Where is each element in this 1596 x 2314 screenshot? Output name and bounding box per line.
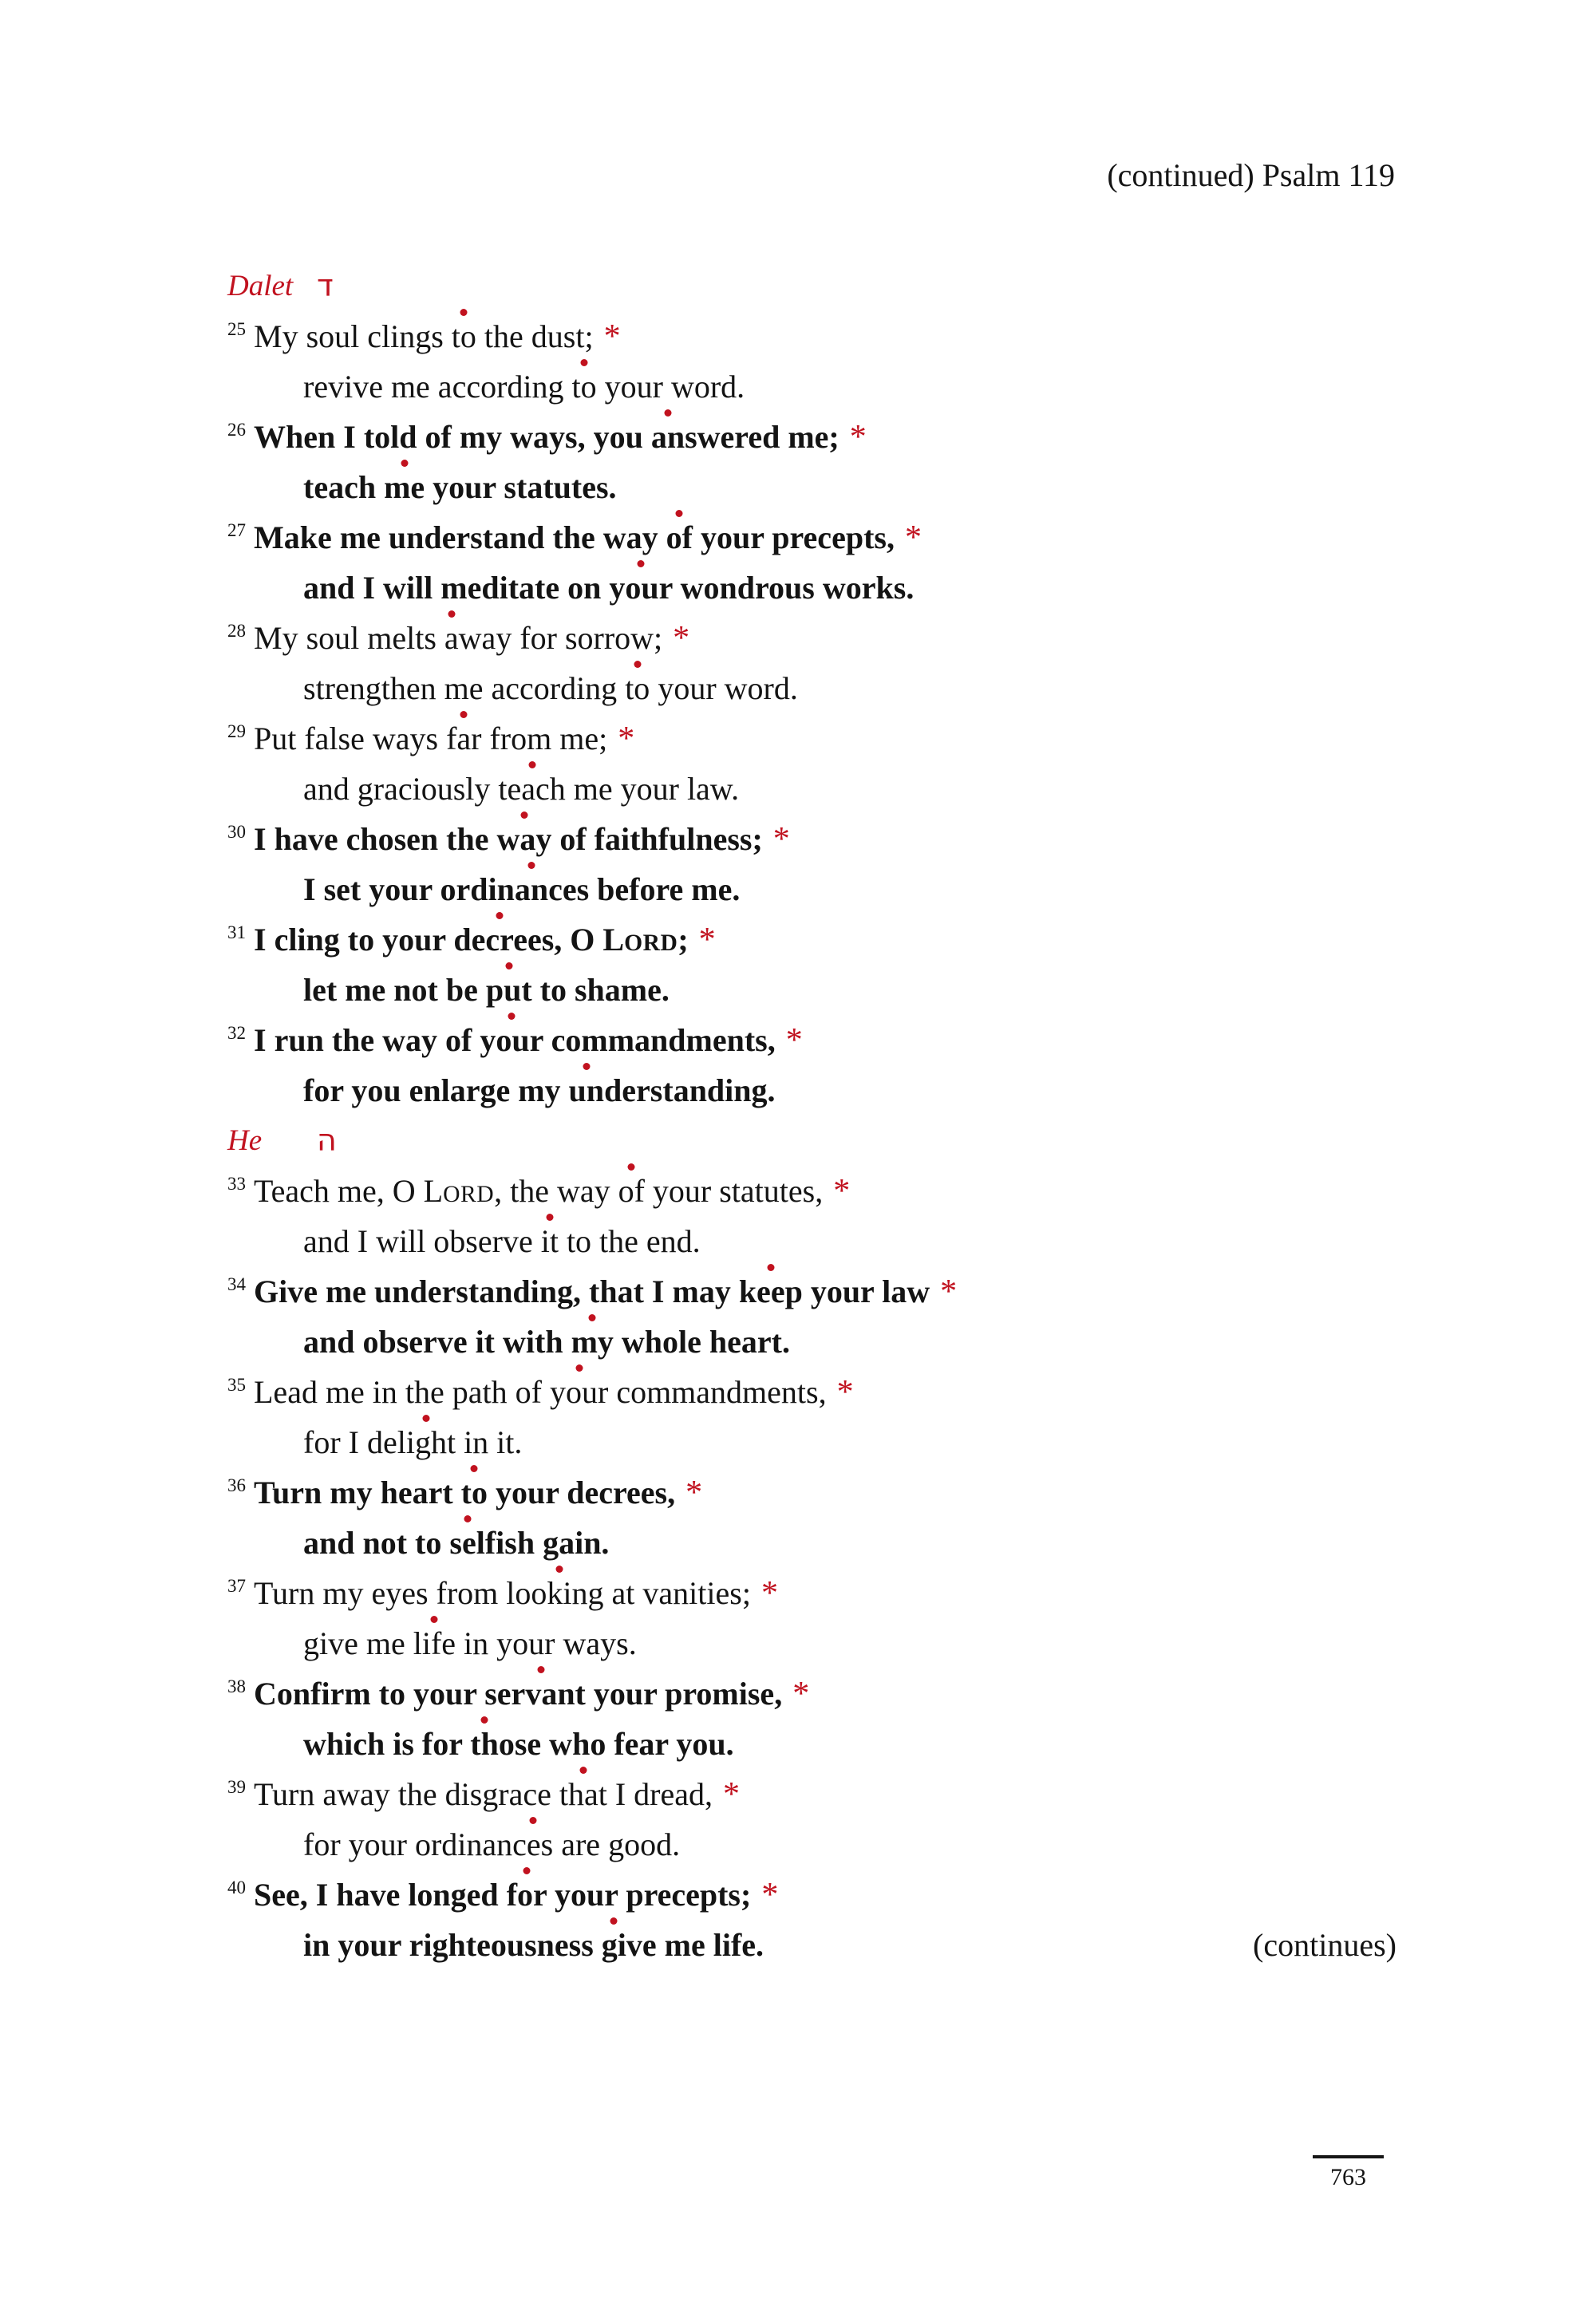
verse-text: which is for those who fear you. (303, 1726, 734, 1762)
chant-asterisk: * (603, 318, 621, 355)
verse-39 (0, 1769, 1596, 1870)
verse-number: 27 (227, 520, 246, 540)
verse-text: teach me your statutes. (303, 469, 617, 505)
chant-point: an (514, 871, 549, 907)
chant-point: to (571, 369, 597, 405)
chant-point: to (625, 670, 650, 706)
hebrew-letter-name: Dalet (227, 270, 294, 302)
chant-asterisk: * (836, 1374, 854, 1411)
verse-35-line-1 (0, 1367, 1596, 1417)
verse-text: Turn away the disgrace that I dread, (254, 1776, 713, 1812)
verse-text: give me life in your ways. (303, 1625, 637, 1661)
verse-text: When I told of my ways, you answered me; (254, 419, 839, 455)
chant-asterisk: * (785, 1022, 803, 1059)
verse-text: I run the way of your commandments, (254, 1022, 776, 1058)
verse-35 (0, 1367, 1596, 1467)
chant-point: for (506, 1877, 547, 1913)
running-header: (continued) Psalm 119 (1107, 157, 1395, 193)
verse-text: Confirm to your servant your promise, (254, 1676, 783, 1712)
verse-text: Give me understanding, that I may keep your law (254, 1273, 930, 1309)
psalm-content (0, 261, 1596, 1970)
verse-30 (0, 814, 1596, 914)
chant-point: cr (485, 922, 514, 958)
chant-point: way (496, 821, 552, 857)
hebrew-letter: ה (317, 1123, 337, 1158)
verse-number: 30 (227, 822, 246, 842)
chant-asterisk: * (833, 1173, 851, 1210)
verse-31-line-1 (0, 914, 1596, 965)
chant-point: a (444, 620, 459, 656)
chant-point: ki (547, 1575, 572, 1611)
chant-point: to (460, 1475, 488, 1510)
verse-text: let me not be put to shame. (303, 972, 670, 1008)
verse-29 (0, 713, 1596, 814)
chant-asterisk: * (792, 1676, 810, 1712)
verse-29-line-1 (0, 713, 1596, 764)
verse-text: Make me understand the way of your precepts, (254, 519, 895, 555)
verse-number: 36 (227, 1475, 246, 1495)
chant-point: put (485, 972, 532, 1008)
verse-text: strengthen me according to your word. (303, 670, 798, 706)
page-footer (1290, 2155, 1406, 2192)
verse-36-line-1 (0, 1467, 1596, 1518)
verse-25-line-1 (0, 311, 1596, 361)
chant-point: your (549, 1374, 609, 1410)
hebrew-letter: ד (317, 268, 334, 303)
chant-point: an (650, 419, 685, 455)
page-number: 763 (1330, 2164, 1366, 2190)
verse-text: for you enlarge my understanding. (303, 1072, 776, 1108)
chant-asterisk: * (685, 1475, 703, 1511)
chant-asterisk: * (673, 620, 690, 657)
verse-37 (0, 1568, 1596, 1668)
chant-asterisk: * (904, 519, 922, 556)
verse-27 (0, 512, 1596, 613)
verse-text: My soul clings to the dust; (254, 318, 594, 354)
verse-text: in your righteousness give me life. (303, 1927, 764, 1963)
verse-number: 39 (227, 1777, 246, 1797)
small-caps-lord: ORD (624, 930, 678, 956)
verse-39-line-1 (0, 1769, 1596, 1819)
chant-asterisk: * (698, 922, 716, 958)
chant-point: of (618, 1173, 645, 1209)
verse-text: See, I have longed for your precepts; (254, 1877, 752, 1913)
verse-number: 25 (227, 319, 246, 339)
continues-note: (continues) (1253, 1927, 1396, 1963)
chant-asterisk: * (723, 1776, 741, 1813)
verse-text: and observe it with my whole heart. (303, 1324, 790, 1360)
verse-number: 34 (227, 1274, 246, 1294)
footer-rule (1313, 2155, 1384, 2158)
verse-36 (0, 1467, 1596, 1568)
verse-number: 29 (227, 721, 246, 741)
chant-point: far (446, 721, 482, 756)
verse-number: 38 (227, 1676, 246, 1696)
verse-number: 37 (227, 1576, 246, 1596)
verse-26 (0, 412, 1596, 512)
chant-point: your (609, 570, 673, 606)
verse-text: I have chosen the way of faithfulness; (254, 821, 763, 857)
chant-asterisk: * (618, 721, 635, 757)
chant-point: va (525, 1676, 558, 1712)
verse-text: for your ordinances are good. (303, 1826, 681, 1862)
chant-point: your (480, 1022, 543, 1058)
verse-32-line-1 (0, 1015, 1596, 1065)
verse-number: 35 (227, 1375, 246, 1395)
chant-point: my (571, 1324, 614, 1360)
chant-point: it (540, 1223, 559, 1259)
verse-33-line-1 (0, 1166, 1596, 1216)
verse-38-line-1 (0, 1668, 1596, 1719)
verse-text: My soul melts away for sorrow; (254, 620, 663, 656)
verse-32-line-2 (0, 1065, 1596, 1116)
verse-text: Turn my heart to your decrees, (254, 1475, 676, 1510)
chant-asterisk: * (761, 1877, 779, 1913)
verse-text: Put false ways far from me; (254, 721, 608, 756)
verse-28 (0, 613, 1596, 713)
chant-point: me (384, 469, 425, 505)
chant-point: th (470, 1726, 499, 1762)
chant-point: light (397, 1424, 456, 1460)
chant-point: of (666, 519, 693, 555)
chant-point: to (451, 318, 476, 354)
verse-text: and I will observe it to the end. (303, 1223, 701, 1259)
chant-point: sel (449, 1525, 485, 1561)
chant-asterisk: * (760, 1575, 778, 1612)
verse-text: and graciously teach me your law. (303, 771, 740, 807)
verse-text: for I delight in it. (303, 1424, 523, 1460)
verse-31 (0, 914, 1596, 1015)
verse-number: 33 (227, 1174, 246, 1194)
verse-number: 28 (227, 621, 246, 641)
chant-point: teach (498, 771, 566, 807)
verse-34-line-1 (0, 1266, 1596, 1317)
chant-point: ces (512, 1826, 554, 1862)
verse-34 (0, 1266, 1596, 1367)
chant-point: life (413, 1625, 456, 1661)
small-caps-lord: ORD (443, 1182, 495, 1207)
verse-28-line-1 (0, 613, 1596, 663)
verse-text: and not to selfish gain. (303, 1525, 610, 1561)
verse-number: 31 (227, 922, 246, 942)
verse-30-line-1 (0, 814, 1596, 864)
verse-text: Teach me, O LORD, the way of your statutes, (254, 1173, 824, 1209)
chant-point: un (568, 1072, 605, 1108)
verse-40-line-1 (0, 1870, 1596, 1920)
verse-32 (0, 1015, 1596, 1116)
chant-point: keep (738, 1273, 803, 1309)
chant-point: that (559, 1776, 607, 1812)
verse-text: Turn my eyes from looking at vanities; (254, 1575, 751, 1611)
chant-asterisk: * (772, 821, 790, 858)
verse-number: 32 (227, 1023, 246, 1043)
chant-point: gi (601, 1927, 626, 1963)
chant-asterisk: * (940, 1273, 958, 1310)
verse-33 (0, 1166, 1596, 1266)
verse-27-line-1 (0, 512, 1596, 563)
verse-number: 40 (227, 1878, 246, 1897)
chant-asterisk: * (849, 419, 867, 456)
verse-text: revive me according to your word. (303, 369, 745, 405)
verse-text: I cling to your decrees, O LORD; (254, 922, 689, 958)
verse-text: and I will meditate on your wondrous works. (303, 570, 915, 606)
hebrew-letter-name: He (227, 1124, 263, 1157)
verse-text: I set your ordinances before me. (303, 871, 741, 907)
verse-38 (0, 1668, 1596, 1769)
verse-26-line-1 (0, 412, 1596, 462)
verse-text: Lead me in the path of your commandments, (254, 1374, 827, 1410)
verse-37-line-1 (0, 1568, 1596, 1618)
verse-25 (0, 311, 1596, 412)
verse-number: 26 (227, 420, 246, 440)
